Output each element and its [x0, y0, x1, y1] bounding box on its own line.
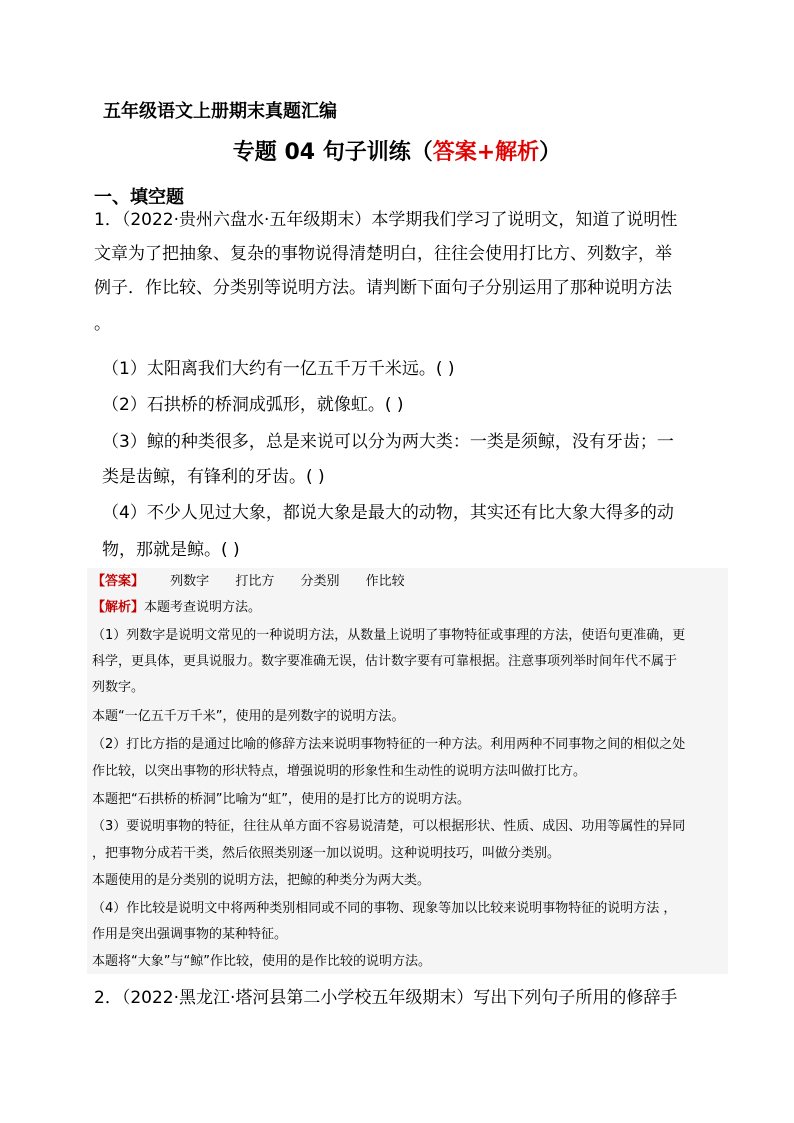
- section-heading: 一、填空题: [94, 187, 184, 208]
- q1-line: 1．（2022·贵州六盘水·五年级期末）本学期我们学习了说明文，知道了说明性: [94, 210, 678, 230]
- q1-item: （1）太阳离我们大约有一亿五千万千米远。( ): [102, 359, 455, 379]
- analysis-line: 本题把“石拱桥的桥洞”比喻为“虹”，使用的是打比方的说明方法。: [92, 792, 470, 807]
- q1-item: （2）石拱桥的桥洞成弧形，就像虹。( ): [102, 395, 404, 415]
- series-title: 五年级语文上册期末真题汇编: [103, 101, 337, 122]
- answer-tag: 【答案】: [92, 574, 145, 589]
- answer-choice: 分类别: [300, 574, 340, 589]
- analysis-line: 本题“一亿五千万千米”，使用的是列数字的说明方法。: [92, 709, 405, 724]
- q1-item: 物，那就是鲸。( ): [102, 540, 240, 560]
- q1-line: 例子．作比较、分类别等说明方法。请判断下面句子分别运用了那种说明方法: [94, 278, 672, 298]
- page-title: [0, 135, 794, 166]
- analysis-line: 作比较，以突出事物的形状特点，增强说明的形象性和生动性的说明方法叫做打比方。: [92, 764, 587, 779]
- analysis-line: （1）列数字是说明文常见的一种说明方法，从数量上说明了事物特征或事理的方法，使语句更准确，更: [92, 628, 686, 643]
- title-end: ）: [539, 140, 562, 165]
- analysis-tag: 【解析】: [92, 600, 145, 615]
- answer-choice: 作比较: [365, 574, 405, 589]
- q1-line: 。: [94, 314, 111, 334]
- q1-item: （3）鲸的种类很多，总是来说可以分为两大类：一类是须鲸，没有牙齿；一: [102, 432, 674, 452]
- analysis-line: 本题将“大象”与“鲸”作比较，使用的是作比较的说明方法。: [92, 954, 431, 969]
- analysis-line: 作用是突出强调事物的某种特征。: [92, 927, 288, 942]
- q2-line: 2．（2022·黑龙江·塔河县第二小学校五年级期末）写出下列句子所用的修辞手: [94, 988, 678, 1008]
- analysis-line: ，把事物分成若干类，然后依照类别逐一加以说明。这种说明技巧，叫做分类别。: [92, 846, 561, 861]
- analysis-line: 本题使用的是分类别的说明方法，把鲸的种类分为两大类。: [92, 873, 431, 888]
- analysis-line: （4）作比较是说明文中将两种类别相同或不同的事物、现象等加以比较来说明事物特征的说明方法 ，: [92, 901, 677, 916]
- analysis-intro-line: [92, 596, 261, 615]
- analysis-line: 列数字。: [92, 680, 145, 695]
- answer-line: [92, 570, 405, 589]
- q1-item: （4）不少人见过大象，都说大象是最大的动物，其实还有比大象大得多的动: [102, 503, 674, 523]
- analysis-line: （3）要说明事物的特征，往往从单方面不容易说清楚，可以根据形状、性质、成因、功用等属性的异同: [92, 819, 686, 834]
- analysis-line: （2）打比方指的是通过比喻的修辞方法来说明事物特征的一种方法。利用两种不同事物之间的相似之处: [92, 737, 686, 752]
- analysis-line: 科学，更具体，更具说服力。数字要准确无误，估计数字要有可靠根据。注意事项列举时间年代不属于: [92, 654, 678, 669]
- q1-item: 类是齿鲸，有锋利的牙齿。( ): [102, 467, 325, 487]
- analysis-intro: 本题考查说明方法。: [144, 600, 262, 615]
- title-main: 专题 04 句子训练（: [232, 140, 433, 165]
- answer-choice: 列数字: [170, 574, 210, 589]
- q1-line: 文章为了把抽象、复杂的事物说得清楚明白，往往会使用打比方、列数字，举: [94, 244, 672, 264]
- answer-choice: 打比方: [235, 574, 275, 589]
- title-highlight: 答案+解析: [432, 140, 540, 165]
